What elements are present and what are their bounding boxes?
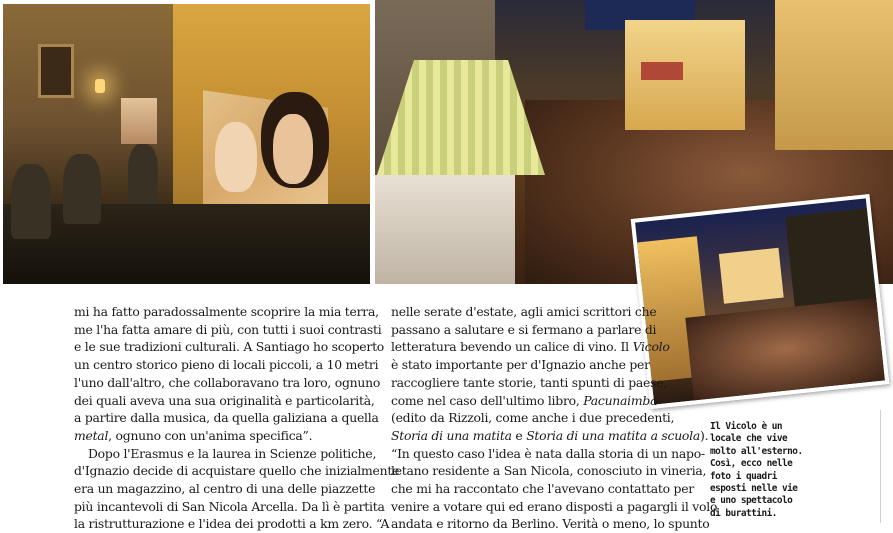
- photo-painted-face-2: [273, 114, 313, 184]
- photo-painting-small: [121, 98, 157, 144]
- text-line: passano a salutare e si fermano a parlare di: [391, 321, 657, 337]
- text-line: e le sue tradizioni culturali. A Santiago ho scoperto: [74, 339, 385, 355]
- text-line: un centro storico pieno di locali piccoli, a 10 metri: [74, 357, 379, 373]
- photo-person: [63, 154, 101, 224]
- text-line: che mi ha raccontato che l'avevano contattato per: [391, 481, 694, 497]
- text-line: me l'ha fatta amare di più, con tutti i suoi contrasti: [74, 321, 382, 337]
- clipped-column-edge: [880, 410, 893, 523]
- caption-line: Il Vicolo è un: [710, 421, 783, 432]
- italic-word: metal: [74, 427, 109, 443]
- text-line: [391, 392, 702, 410]
- article-column-2: [391, 303, 718, 533]
- text-line: era un magazzino, al centro di una delle piazzette: [74, 481, 376, 497]
- text-line: [391, 338, 702, 356]
- photo-building: [719, 248, 784, 304]
- text-line: raccogliere tante storie, tanti spunti di paese,: [391, 374, 667, 390]
- italic-word: Vicolo: [632, 339, 670, 355]
- photo-street-lamp: [95, 79, 105, 93]
- text-line: mi ha fatto paradossalmente scoprire la mia terra,: [74, 304, 379, 319]
- photo-foreground-blur: [375, 175, 515, 284]
- text-fragment: letteratura bevendo un calice di vino. Il: [391, 339, 633, 355]
- caption-line: Così, ecco nelle: [710, 458, 793, 470]
- text-line: la ristrutturazione e l'idea dei prodotti a km zero. “A: [74, 516, 390, 532]
- text-line: andata e ritorno da Berlino. Verità o meno, lo spunto: [391, 516, 710, 532]
- caption-line: di burattini.: [710, 507, 777, 519]
- text-fragment: come nel caso dell'ultimo libro,: [391, 392, 584, 408]
- text-line: nelle serate d'estate, agli amici scrittori che: [391, 304, 657, 319]
- text-line: [391, 427, 709, 445]
- photo-street-paintings: [3, 4, 370, 284]
- photo-person: [128, 144, 158, 204]
- text-line: d'Ignazio decide di acquistare quello che inizialmente: [74, 463, 400, 479]
- text-line: (edito da Rizzoli, come anche i due precedenti,: [391, 410, 675, 426]
- italic-title: Storia di una matita a scuola: [526, 427, 700, 443]
- text-fragment: e: [511, 427, 527, 443]
- caption-line: esposti nelle vie: [710, 483, 798, 495]
- text-line: [74, 427, 374, 445]
- photo-person: [11, 164, 51, 239]
- photo-painted-face: [215, 122, 257, 192]
- text-line: dei quali aveva una sua originalità e particolarità,: [74, 392, 375, 408]
- article-column-1: [74, 303, 400, 533]
- text-line: Dopo l'Erasmus e la laurea in Scienze politiche,: [88, 445, 377, 461]
- photo-caption: [710, 421, 806, 520]
- caption-line: foto i quadri: [710, 470, 777, 482]
- text-line: letano residente a San Nicola, conosciuto in vineria,: [391, 463, 707, 479]
- text-line: venire a votare qui ed erano disposti a pagargli il volo: [391, 498, 718, 514]
- text-line: l'uno dall'altro, che collaboravano tra loro, ognuno: [74, 374, 381, 390]
- italic-word: Pacunaimba: [583, 392, 658, 408]
- text-fragment: , ognuno con un'anima specifica”.: [108, 427, 313, 443]
- photo-ground: [3, 204, 370, 284]
- photo-shop-sign: [641, 62, 683, 80]
- photo-crowd: [685, 298, 885, 401]
- text-line: a partire dalla musica, da quella galiziana a quella: [74, 410, 379, 426]
- caption-line: e uno spettacolo: [710, 495, 793, 507]
- caption-line: locale che vive: [710, 433, 788, 445]
- italic-title: Storia di una matita: [391, 427, 512, 443]
- text-line: “In questo caso l'idea è nata dalla storia di un napo-: [391, 445, 705, 461]
- caption-line: molto all'esterno.: [710, 445, 803, 457]
- text-fragment: ).: [700, 427, 709, 443]
- text-line: è stato importante per d'Ignazio anche per: [391, 357, 650, 373]
- photo-window: [38, 44, 74, 98]
- photo-building: [775, 0, 893, 150]
- text-line: più incantevoli di San Nicola Arcella. Da lì è partita: [74, 498, 385, 514]
